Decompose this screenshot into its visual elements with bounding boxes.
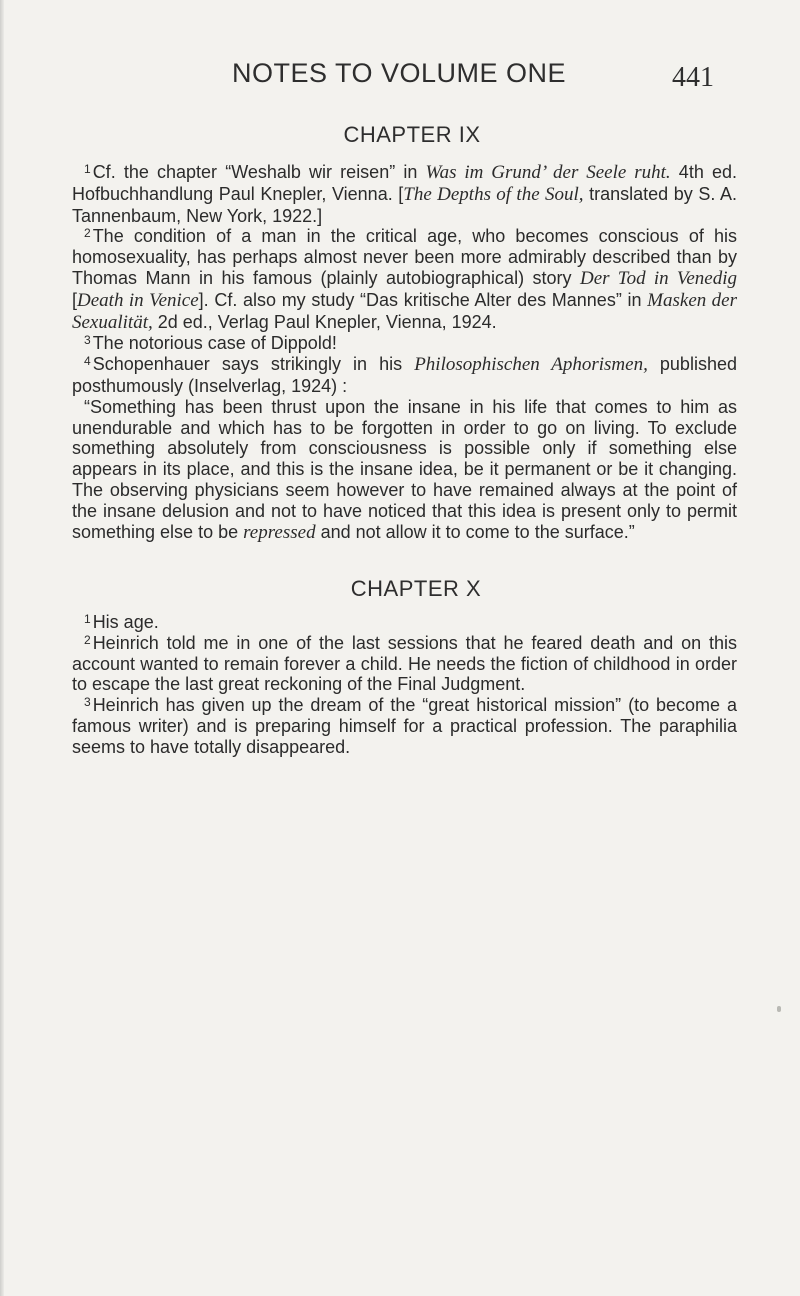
emphasis-italic: repressed — [243, 521, 316, 543]
footnote-number: 2 — [84, 226, 91, 241]
footnote-number: 4 — [84, 354, 91, 369]
footnote-text: Cf. the chapter “Weshalb wir reisen” in — [92, 162, 426, 182]
footnote-1 — [72, 162, 737, 226]
footnote-text: The condition of a man in the critical age, who becomes conscious of his homosexuality, has perhaps almost never been more admirably described than by Thomas Mann in his famous (plainly autobiographical) story — [72, 226, 737, 288]
chapter-heading-ix: CHAPTER IX — [343, 122, 481, 147]
footnote-1 — [72, 612, 737, 633]
footnote-number: 2 — [84, 632, 91, 647]
footnote-text: [ — [72, 289, 78, 310]
page-number: 441 — [672, 62, 714, 93]
book-title-italic: Philosophischen Aphorismen, — [414, 354, 648, 376]
footnote-text: His age. — [92, 612, 159, 632]
chapter-heading-x: CHAPTER X — [350, 576, 482, 601]
footnote-number: 1 — [84, 612, 91, 626]
footnote-text: Heinrich has given up the dream of the “great historical mission” (to become a famous writer) and is preparing himself for a practical profession. The paraphilia seems to have totally disappeared. — [72, 695, 737, 757]
footnote-4 — [72, 354, 737, 397]
chapter-ix-notes — [72, 162, 737, 543]
book-title-italic: The Depths of the Soul, — [403, 183, 584, 205]
chapter-x-notes — [72, 612, 737, 758]
footnote-2 — [72, 633, 737, 695]
footnote-number: 3 — [84, 333, 91, 348]
book-title-italic: Der Tod in Venedig — [580, 267, 737, 289]
quotation-text: and not allow it to come to the surface.” — [315, 521, 635, 542]
footnote-text: Heinrich told me in one of the last sessions that he feared death and on this account wanted to remain forever a child. He needs the fiction of childhood in order to escape the last great reckoning of the Final Judgment. — [72, 632, 737, 695]
footnote-text: Schopenhauer says strikingly in his — [92, 354, 415, 375]
footnote-text: 4th ed. Hofbuchhandlung Paul Knepler, Vienna. [ — [72, 162, 737, 204]
footnote-2 — [72, 226, 737, 333]
footnote-number: 1 — [84, 162, 91, 176]
footnote-text: published posthumously (Inselverlag, 1924) : — [72, 354, 737, 396]
footnote-text: translated by S. A. Tannenbaum, New York, 1922.] — [72, 183, 737, 226]
footnote-text: 2d ed., Verlag Paul Knepler, Vienna, 1924. — [152, 311, 497, 332]
quotation-text: “Something has been thrust upon the insane in his life that comes to him as unendurable and which has to be forgotten in order to go on living. To exclude something absolutely from consciousness is possible only if something else appears in its place, and this is the insane idea, be it permanent or be it changing. The observing physicians seem however to have remained always at the point of the insane delusion and not to have noticed that this idea is present only to permit something else to be — [72, 396, 737, 542]
book-title-italic: Masken der Sexualität, — [72, 289, 738, 333]
footnote-4-quotation — [72, 397, 737, 544]
footnote-text: ]. Cf. also my study “Das kritische Alter des Mannes” in — [198, 289, 648, 310]
book-title-italic: Death in Venice — [77, 289, 199, 311]
page-spine-edge — [0, 0, 4, 1296]
running-title: NOTES TO VOLUME ONE — [232, 58, 567, 88]
paper-speck — [777, 1006, 781, 1012]
footnote-number: 3 — [84, 695, 91, 710]
footnote-3 — [72, 695, 737, 757]
book-title-italic: Was im Grund’ der Seele ruht. — [425, 162, 671, 183]
footnote-3 — [72, 333, 737, 354]
footnote-text: The notorious case of Dippold! — [92, 333, 337, 354]
